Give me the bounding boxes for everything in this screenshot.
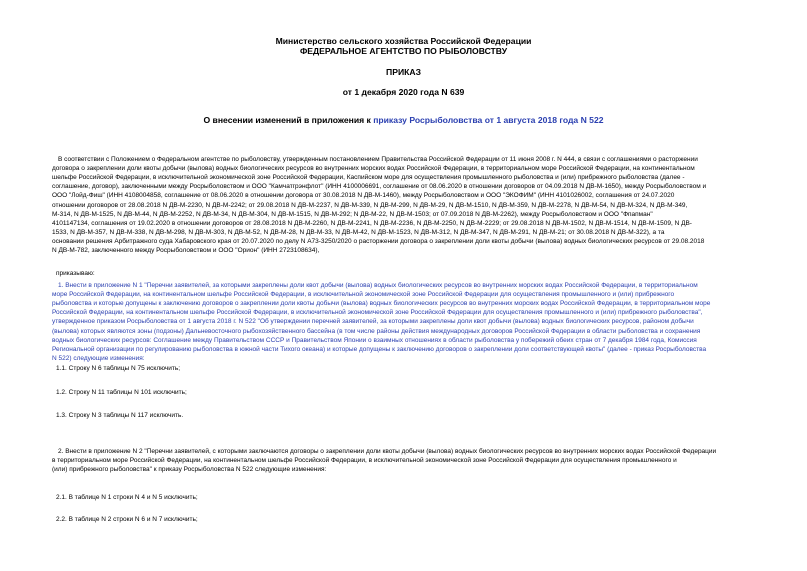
ministry-heading: Министерство сельского хозяйства Российской Федерации [275,36,532,46]
preamble-line: N ДВ-М-782, заключенного между Росрыболовством и ООО "Орион" (ИНН 2723108634), [52,247,320,254]
order-heading: ПРИКАЗ [386,67,421,77]
paragraph-1-line: рыболовства и которые допущены к заключению договоров о закреплении доли квоты добычи (вылова) водных биологических ресурсов во внутренних морских водах Российской Федерации, в территориальном море [52,300,711,308]
paragraph-1-line: море Российской Федерации, на континентальном шельфе Российской Федерации, в исключительной экономической зоне Российской Федерации для осуществления промышленного и (или) прибрежного [52,291,675,299]
paragraph-2-line: в территориальном море Российской Федерации, на континентальном шельфе Российской Федерации, в исключительной экономической зоне Российской Федерации для осуществления промышленного и [52,457,677,465]
document-title [0,115,807,125]
item-line: 2.1. В таблице N 1 строки N 4 и N 5 исключить; [56,494,198,501]
preamble-line: отношении договоров от 28.08.2018 N ДВ-М-2230, N ДВ-М-2242; от 29.08.2018 N ДВ-М-2237, N ДВ-М-339, N ДВ-М-299, N ДВ-М-29, N ДВ-М-1510, N ДВ-М-359, N ДВ-М-2278, N ДВ-М-54, N ДВ-М-324, N ДВ-М-349, [52,201,688,209]
paragraph-1-line: Российской Федерации, на континентальном шельфе Российской Федерации, в исключительной экономической зоне Российской Федерации для осуществления промышленного и (или) прибрежного рыболовства", [52,309,703,317]
title-order-link[interactable]: приказу Росрыболовства от 1 августа 2018 года N 522 [373,115,604,125]
preamble-line: М-314, N ДВ-М-1525, N ДВ-М-44, N ДВ-М-2252, N ДВ-М-34, N ДВ-М-304, N ДВ-М-1515, N ДВ-М-292; N ДВ-М-22, N ДВ-М-1503; от 07.09.2018 N ДВ-М-2262), между Росрыболовством и ООО "Фпапман" [52,210,653,218]
paragraph-1-line: Региональной организации по регулированию рыболовства в южной части Тихого океана) и которые допущены к заключению договоров о закреплении доли соответствующей квоты" (далее - приказ Росрыболовства [52,345,707,353]
paragraph-1-line: N 522) следующие изменения: [52,354,145,362]
preamble-line: ООО "Лойд-Фиш" (ИНН 4108004858, соглашение от 08.06.2020 в отношении договора от 30.08.2018 N ДВ-М-1460), между Росрыболовством и ООО "ЭКОФИМ" (ИНН 4101026002, соглашения от 24.07.2020 [52,192,675,200]
paragraph-1-line: водных биологических ресурсов: Соглашение между Правительством СССР и Правительством Японии о взаимных отношениях в области рыболовства у побережий обеих стран от 7 декабря 1984 года, Комиссия [52,336,697,344]
item-line: 1.1. Строку N 6 таблицы N 75 исключить; [56,365,181,372]
item-line: 2.2. В таблице N 2 строки N 6 и N 7 исключить; [56,516,198,523]
title-prefix: О внесении изменений в приложения к [203,115,374,125]
agency-heading: ФЕДЕРАЛЬНОЕ АГЕНТСТВО ПО РЫБОЛОВСТВУ [299,46,508,56]
preamble-line: шельфе Российской Федерации, в исключительной экономической зоне Российской Федерации, Каспийском море для осуществления промышленного рыболовства и (или) прибрежного рыболовства (далее - [52,174,685,182]
preamble-line: соглашение, договор), заключенными между Росрыболовством и ООО "Камчатгрэнфлот" (ИНН 4100006691, соглашение от 08.06.2020 в отношении договоров от 04.09.2018 N ДВ-М-1650), между Росрыболовством и [52,183,707,191]
preamble-line: В соответствии с Положением о Федеральном агентстве по рыболовству, утвержденным постановлением Правительства Российской Федерации от 11 июня 2008 г. N 444, в связи с соглашениями о расторжении [58,156,698,163]
preamble-line: основании решения Арбитражного суда Хабаровского края от 20.07.2020 по делу N А73-3250/2020 о расторжении договора о закреплении доли квоты добычи (вылова) водных биологических ресурсов от 29.08.2018 [52,237,705,245]
paragraph-1-line: (вылова) которых являются зоны (подзоны) Дальневосточного рыбохозяйственного бассейна (в том числе районы действия международных договоров Российской Федерации в области рыболовства и сохранения [52,327,701,335]
paragraph-1-line: 1. Внести в приложение N 1 "Перечни заявителей, за которыми закреплены доли квот добычи (вылова) водных биологических ресурсов во внутренних морских водах Российской Федерации, в территориальном [58,282,698,289]
paragraph-1-line: утвержденное приказом Росрыболовства от 1 августа 2018 г. N 522 "Об утверждении перечней заявителей, за которыми закреплены доли квот добычи (вылова) водных биологических ресурсов, районом добычи [52,318,694,326]
item-line: 1.3. Строку N 3 таблицы N 117 исключить. [56,412,184,419]
order-date-number: от 1 декабря 2020 года N 639 [342,87,465,97]
paragraph-2-line: 2. Внести в приложение N 2 "Перечни заявителей, с которыми заключаются договоры о закреплении доли квоты добычи (вылова) водных биологических ресурсов во внутренних морских водах Российской Федерации [58,448,717,455]
preamble-line: 1533, N ДВ-М-357, N ДВ-М-338, N ДВ-М-298, N ДВ-М-303, N ДВ-М-52, N ДВ-М-28, N ДВ-М-33, N ДВ-М-42, N ДВ-М-1523, N ДВ-М-312, N ДВ-М-347, N ДВ-М-291, N ДВ-М-21; от 30.08.2018 N ДВ-М-322), а та [52,228,665,236]
preamble-line: 4101147134, соглашения от 19.02.2020 в отношении договоров от 28.08.2018 N ДВ-М-2260, N ДВ-М-2241, N ДВ-М-2236, N ДВ-М-2250, N ДВ-М-2229; от 29.08.2018 N ДВ-М-1502, N ДВ-М-1514, N ДВ-М-1509, N ДВ- [52,219,692,227]
order-word: приказываю: [56,270,95,277]
item-line: 1.2. Строку N 11 таблицы N 101 исключить; [56,389,187,396]
paragraph-2-line: (или) прибрежного рыболовства" к приказу Росрыболовства N 522 следующие изменения: [52,466,327,474]
preamble-line: договора о закреплении доли квоты добычи (вылова) водных биологических ресурсов во внутренних морских водах Российской Федерации, в территориальном море Российской Федерации, на континентальном [52,165,695,173]
